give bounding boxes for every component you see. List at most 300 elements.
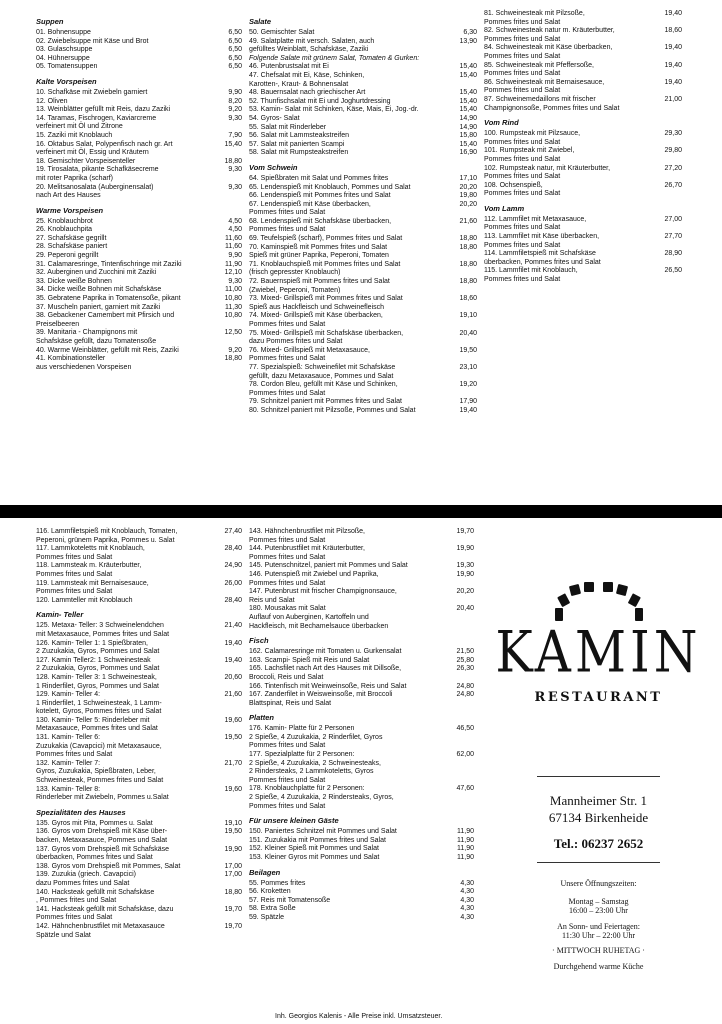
menu-item-name: 03. Gulaschsuppe — [36, 46, 93, 54]
menu-item-name: 166. Tintenfisch mit Weinweinsoße, Reis und Salat — [249, 682, 407, 690]
menu-item-price: 26,00 — [224, 579, 242, 587]
menu-item-price: 20,20 — [459, 200, 477, 208]
menu-item — [36, 863, 242, 872]
menu-item-name: 18. Gemischter Vorspeisenteller — [36, 157, 136, 165]
menu-item — [36, 29, 242, 38]
menu-item-price: 11,60 — [225, 234, 242, 242]
menu-item-price: 17,10 — [459, 174, 477, 182]
menu-item-name: 56. Salat mit Lammsteakstreifen — [249, 132, 349, 140]
menu-item — [249, 545, 474, 562]
menu-item-price: 9,30 — [228, 183, 242, 191]
menu-item-name: 139. Zuzukia (griech. Cavapcici) dazu Pommes frites und Salat — [36, 871, 136, 887]
menu-item-name: 13. Weinblätter gefüllt mit Reis, dazu Zaziki — [36, 106, 171, 114]
menu-item-price: 20,20 — [459, 183, 477, 191]
menu-item-price: 27,00 — [664, 215, 682, 223]
menu-item-price: 19,40 — [664, 78, 682, 86]
menu-item-name: 165. Lachsfilet nach Art des Hauses mit Dillsoße, Broccoli, Reis und Salat — [249, 665, 402, 681]
menu-item — [249, 828, 474, 837]
menu-item-name: 52. Thunfischsalat mit Ei und Joghurtdressing — [249, 97, 391, 105]
menu-item — [36, 132, 242, 141]
menu-item-price: 4,30 — [460, 896, 474, 904]
menu-item — [484, 147, 682, 164]
menu-item — [249, 124, 477, 133]
menu-item — [36, 846, 242, 863]
menu-item-name: 41. Kombinationsteller aus verschiedenen Vorspeisen — [36, 355, 132, 371]
menu-item-name: 39. Manitaria - Champignons mit Schafskäse gefüllt, dazu Tomatensoße — [36, 329, 157, 345]
menu-item-name: 26. Knoblauchpita — [36, 226, 93, 234]
menu-item — [36, 235, 242, 244]
menu-item-price: 18,80 — [224, 355, 242, 363]
menu-item-name: 55. Pommes frites — [249, 879, 306, 887]
menu-item-name: 54. Gyros- Salat — [249, 114, 300, 122]
menu-item-name: 101. Rumpsteak mit Zwiebel, Pommes frites und Salat — [484, 147, 575, 163]
menu-item-name: 68. Lendenspieß mit Schafskäse überbacken, Pommes frites und Salat — [249, 217, 392, 234]
menu-item-price: 20,40 — [459, 329, 477, 337]
menu-item — [249, 854, 474, 863]
menu-item — [249, 106, 477, 115]
menu-item — [36, 528, 242, 545]
menu-item-name: 112. Lammfilet mit Metaxasauce, Pommes frites und Salat — [484, 215, 587, 232]
menu-item-name: 114. Lammfiletspieß mit Schafskäse überbacken, Pommes frites und Salat — [484, 250, 601, 266]
address-street: Mannheimer Str. 1 — [549, 793, 648, 808]
menu-item-name: 151. Zuzukakia mit Pommes frites und Salat — [249, 836, 386, 844]
menu-item-name: 86. Schweinesteak mit Bernaisesauce, Pommes frites und Salat — [484, 78, 605, 95]
menu-item-name: 142. Hähnchenbrustfilet mit Metaxasauce Spätzle und Salat — [36, 922, 165, 939]
menu-item — [249, 132, 477, 141]
menu-item — [36, 63, 242, 72]
menu-item — [484, 62, 682, 79]
menu-item-name: 115. Lammfilet mit Knoblauch, Pommes frites und Salat — [484, 267, 578, 284]
menu-item — [249, 880, 474, 889]
menu-item — [249, 571, 474, 588]
menu-item — [36, 597, 242, 606]
hours-weekday-time: 16:00 – 23:00 Uhr — [569, 906, 628, 915]
menu-item — [249, 751, 474, 785]
menu-item-price: 8,20 — [228, 97, 242, 105]
menu-item — [36, 115, 242, 132]
menu-item-name: 144. Putenbrustfilet mit Kräuterbutter, Pommes frites und Salat — [249, 545, 365, 561]
menu-item — [36, 717, 242, 734]
menu-item-price: 18,80 — [459, 278, 477, 286]
menu-item-name: 147. Putenbrust mit frischer Champignonsauce, Reis und Salat — [249, 588, 397, 604]
menu-item-price: 6,30 — [463, 29, 477, 36]
menu-item-price: 19,70 — [456, 528, 474, 535]
menu-item-name: 87. Schweinemedaillons mit frischer Champignonsoße, Pommes frites und Salat — [484, 95, 620, 112]
menu-item-price: 19,40 — [224, 656, 242, 664]
menu-item-price: 21,00 — [664, 95, 682, 103]
menu-item-name: 75. Mixed- Grillspieß mit Schafskäse überbacken, dazu Pommes frites und Salat — [249, 329, 404, 346]
menu-item-price: 9,30 — [228, 277, 242, 285]
menu-item — [249, 312, 477, 329]
divider — [537, 862, 660, 863]
menu-item-name: 167. Zanderfilet in Weisweinsoße, mit Broccoli Blattspinat, Reis und Salat — [249, 691, 393, 707]
menu-item — [36, 786, 242, 803]
warm-kitchen: Durchgehend warme Küche — [553, 962, 644, 971]
menu-item — [249, 330, 477, 347]
menu-item — [249, 98, 477, 107]
menu-item-price: 19,10 — [459, 312, 477, 320]
menu-item-name: 129. Kamin- Teller 4: 1 Rinderfilet, 1 Schweinesteak, 1 Lamm- kotelett, Gyros, Pommes frites und Salat — [36, 691, 162, 716]
menu-item-name: 81. Schweinesteak mit Pilzsoße, Pommes frites und Salat — [484, 10, 585, 26]
menu-item-name: 69. Teufelspieß (scharf), Pommes frites und Salat — [249, 235, 403, 243]
section-heading: Platten — [249, 713, 275, 723]
menu-item-name: 133. Kamin- Teller 8: Rinderleber mit Zwiebeln, Pommes u.Salat — [36, 785, 169, 802]
menu-item-name: 162. Calamaresringe mit Tomaten u. Gurkensalat — [249, 648, 402, 656]
menu-item-price: 27,20 — [664, 164, 682, 172]
menu-item — [36, 166, 242, 183]
menu-item — [249, 235, 477, 244]
menu-item — [249, 63, 477, 72]
menu-item-name: 64. Spießbraten mit Salat und Pommes frites — [249, 174, 389, 182]
menu-item-price: 13,90 — [459, 37, 477, 45]
menu-item-name: 102. Rumpsteak natur, mit Kräuterbutter, Pommes frites und Salat — [484, 164, 611, 181]
menu-item-price: 47,60 — [456, 785, 474, 793]
menu-item-price: 19,30 — [456, 562, 474, 570]
menu-item-price: 16,90 — [459, 149, 477, 157]
menu-item — [249, 149, 477, 158]
menu-item — [36, 269, 242, 278]
menu-item-name: 138. Gyros vom Drehspieß mit Pommes, Salat — [36, 862, 181, 870]
menu-item-price: 4,30 — [460, 888, 474, 896]
menu-item-name: 49. Salatplatte mit versch. Salaten, auch gefülltes Weinblatt, Schafskäse, Zaziki — [249, 37, 375, 54]
menu-item-name: 04. Hühnersuppe — [36, 54, 90, 62]
menu-item-price: 21,60 — [224, 691, 242, 699]
menu-item-name: 67. Lendenspieß mit Käse überbacken, Pommes frites und Salat — [249, 200, 371, 217]
menu-item — [484, 250, 682, 267]
menu-item-price: 11,90 — [225, 260, 242, 268]
section-heading: Suppen — [36, 17, 64, 26]
menu-item — [36, 38, 242, 47]
menu-item-name: 137. Gyros vom Drehspieß mit Schafskäse überbacken, Pommes frites und Salat — [36, 845, 170, 862]
menu-item-price: 17,90 — [459, 398, 477, 406]
menu-item — [484, 27, 682, 44]
menu-item-price: 20,20 — [456, 588, 474, 596]
hours-weekdays: Montag – Samstag — [568, 897, 629, 906]
menu-item-name: 14. Taramas, Fischrogen, Kaviarcreme verfeinert mit Öl und Zitrone — [36, 114, 157, 131]
menu-item — [36, 347, 242, 356]
menu-item-name: 82. Schweinesteak natur m. Kräuterbutter, Pommes frites und Salat — [484, 27, 615, 43]
section-note: Folgende Salate mit grünem Salat, Tomaten & Gurken: — [249, 54, 420, 62]
menu-item-price: 10,80 — [224, 312, 242, 320]
menu-item-name: 05. Tomatensuppen — [36, 63, 98, 71]
menu-item — [249, 38, 477, 55]
menu-item-price: 20,40 — [456, 605, 474, 613]
menu-item-price: 19,40 — [664, 44, 682, 52]
menu-item — [249, 347, 477, 364]
menu-item — [249, 261, 477, 278]
address-city: 67134 Birkenheide — [548, 810, 649, 825]
menu-item — [36, 562, 242, 579]
menu-item-price: 4,30 — [460, 905, 474, 913]
menu-item-price: 4,50 — [228, 226, 242, 234]
menu-item-name: 19. Tirosalata, pikante Schafkäsecreme mit roter Paprika (scharf) — [36, 166, 159, 182]
menu-item — [249, 914, 474, 923]
menu-item-name: 120. Lammteller mit Knoblauch — [36, 596, 133, 604]
menu-item-price: 62,00 — [456, 751, 474, 759]
menu-item — [249, 218, 477, 235]
menu-item — [249, 648, 474, 657]
menu-item — [249, 364, 477, 381]
menu-item — [36, 252, 242, 261]
menu-item-name: 70. Kaminspieß mit Pommes frites und Salat Spieß mit grüner Paprika, Peperoni, Tomaten — [249, 243, 389, 260]
menu-item-price: 15,40 — [459, 89, 477, 97]
menu-item-name: 01. Bohnensuppe — [36, 29, 91, 36]
menu-item-price: 9,90 — [228, 252, 242, 260]
menu-item-name: 38. Gebackener Camembert mit Pfirsich und Preiselbeeren — [36, 312, 175, 328]
menu-item-name: 141. Hacksteak gefüllt mit Schafskäse, dazu Pommes frites und Salat — [36, 905, 174, 922]
menu-page-1 — [0, 0, 722, 505]
menu-item-price: 6,50 — [228, 29, 242, 36]
menu-item-name: 72. Bauernspieß mit Pommes frites und Salat (Zwiebel, Peperoni, Tomaten) — [249, 278, 390, 294]
menu-item — [36, 329, 242, 346]
menu-column-2 — [249, 12, 477, 416]
menu-item — [249, 398, 477, 407]
menu-item-price: 19,90 — [456, 570, 474, 578]
menu-item-price: 29,80 — [664, 147, 682, 155]
menu-item — [36, 580, 242, 597]
menu-item — [36, 278, 242, 287]
menu-item-name: 27. Schafskäse gegrillt — [36, 234, 107, 242]
menu-column-3 — [484, 10, 682, 285]
menu-item-name: 128. Kamin- Teller 3: 1 Schweinesteak, 1 Rinderfilet, Gyros, Pommes und Salat — [36, 673, 159, 690]
menu-item — [484, 267, 682, 284]
menu-item-price: 24,80 — [456, 691, 474, 699]
menu-item-name: 177. Spezialplatte für 2 Personen: 2 Spieße, 4 Zuzukakia, 2 Schweinesteaks, 2 Rindersteaks, 2 Lammkoteletts, Gyros Pommes frites und Salat — [249, 751, 381, 784]
menu-item-price: 15,80 — [459, 132, 477, 140]
menu-item-name: 145. Putenschnitzel, paniert mit Pommes und Salat — [249, 562, 408, 570]
menu-item-name: 34. Dicke weiße Bohnen mit Schafskäse — [36, 286, 162, 294]
menu-item — [484, 44, 682, 61]
menu-item — [249, 201, 477, 218]
menu-item-name: 53. Kamin- Salat mit Schinken, Käse, Mais, Ei, Jog.-dr. — [249, 106, 419, 114]
menu-item — [249, 407, 477, 416]
menu-item-name: 37. Muscheln paniert, garniert mit Zaziki — [36, 303, 161, 311]
menu-item-name: 176. Kamin- Platte für 2 Personen 2 Spieße, 4 Zuzukakia, 2 Rinderfilet, Gyros Pommes frites und Salat — [249, 725, 383, 750]
menu-item — [249, 888, 474, 897]
menu-item — [36, 184, 242, 201]
menu-item-name: 180. Mousakas mit Salat Auflauf von Auberginen, Kartoffeln und Hackfleisch, mit Bechamelsauce überbacken — [249, 605, 389, 630]
menu-item — [484, 182, 682, 199]
menu-item-name: 79. Schnitzel paniert mit Pommes frites und Salat — [249, 398, 402, 406]
menu-item-name: 100. Rumpsteak mit Pilzsauce, Pommes frites und Salat — [484, 130, 581, 146]
menu-item-price: 9,30 — [228, 166, 242, 174]
menu-item-name: 116. Lammfiletspieß mit Knoblauch, Tomaten, Peperoni, grünem Paprika, Pommes u. Salat — [36, 528, 178, 544]
menu-item-price: 12,50 — [224, 329, 242, 337]
menu-item — [36, 98, 242, 107]
menu-item — [249, 381, 477, 398]
menu-item-price: 19,90 — [224, 845, 242, 853]
menu-item-price: 17,00 — [224, 871, 242, 879]
menu-item-name: 31. Calamaresringe, Tintenfischringe mit Zaziki — [36, 260, 182, 268]
menu-item-name: 58. Extra Soße — [249, 905, 296, 913]
menu-item-name: 58. Salat mit Rumpsteakstreifen — [249, 149, 349, 157]
menu-item-name: 20. Melitsanosalata (Auberginensalat) nach Art des Hauses — [36, 183, 154, 200]
menu-item — [249, 905, 474, 914]
menu-item — [249, 72, 477, 89]
menu-item-price: 29,30 — [664, 130, 682, 138]
menu-item — [36, 923, 242, 940]
menu-item — [249, 141, 477, 150]
menu-item-name: 126. Kamin- Teller 1: 1 Spießbraten, 2 Zuzukakia, Gyros, Pommes und Salat — [36, 639, 160, 656]
section-heading: Vom Schwein — [249, 162, 298, 172]
menu-item-price: 15,40 — [459, 106, 477, 114]
menu-column-4 — [36, 528, 242, 940]
menu-item-name: 12. Oliven — [36, 97, 68, 105]
menu-item — [249, 837, 474, 846]
menu-item-price: 11,90 — [457, 836, 474, 844]
menu-item-price: 19,40 — [664, 61, 682, 69]
menu-item — [36, 106, 242, 115]
menu-item — [484, 10, 682, 27]
menu-item-name: 130. Kamin- Teller 5: Rinderleber mit Metaxasauce, Pommes frites und Salat — [36, 716, 158, 733]
menu-item-price: 14,90 — [459, 114, 477, 122]
menu-item-price: 27,70 — [664, 233, 682, 241]
menu-item — [36, 243, 242, 252]
menu-item-name: 33. Dicke weiße Bohnen — [36, 277, 112, 285]
menu-item — [249, 605, 474, 631]
menu-item-name: 48. Bauernsalat nach griechischer Art — [249, 89, 366, 97]
menu-item-name: 66. Lendenspieß mit Pommes frites und Salat — [249, 192, 391, 200]
menu-item-name: 84. Schweinesteak mit Käse überbacken, Pommes frites und Salat — [484, 44, 613, 60]
menu-item-price: 4,50 — [228, 217, 242, 225]
menu-column-5 — [249, 528, 474, 923]
menu-item — [36, 295, 242, 304]
menu-item-name: 47. Chefsalat mit Ei, Käse, Schinken, Karotten-, Kraut- & Bohnensalat — [249, 71, 365, 88]
menu-item-name: 46. Putenbrustsalat mit Ei — [249, 63, 329, 71]
menu-item-name: 150. Paniertes Schnitzel mit Pommes und Salat — [249, 828, 397, 836]
menu-item-name: 29. Peperoni gegrillt — [36, 252, 99, 260]
menu-item-price: 28,40 — [224, 545, 242, 553]
menu-item-name: 71. Knoblauchspieß mit Pommes frites und Salat (frisch gepresster Knoblauch) — [249, 260, 401, 277]
menu-item-name: 132. Kamin- Teller 7: Gyros, Zuzukakia, Spießbraten, Leber, Schweinesteak, Pommes frites und Salat — [36, 759, 164, 785]
menu-item — [249, 89, 477, 98]
menu-item — [36, 871, 242, 888]
menu-item-price: 11,30 — [225, 303, 242, 311]
menu-item-name: 59. Spätzle — [249, 913, 285, 921]
menu-item-name: 152. Kleiner Spieß mit Pommes und Salat — [249, 845, 379, 853]
menu-item — [484, 79, 682, 96]
menu-item — [249, 562, 474, 571]
menu-item-name: 117. Lammkoteletts mit Knoblauch, Pommes frites und Salat — [36, 545, 145, 561]
menu-item — [249, 278, 477, 295]
menu-item — [249, 192, 477, 201]
menu-item-price: 4,30 — [460, 879, 474, 887]
menu-item-name: 127. Kamin Teller2: 1 Schweinesteak 2 Zuzukakia, Gyros, Pommes und Salat — [36, 656, 160, 673]
section-heading: Für unsere kleinen Gäste — [249, 816, 339, 826]
section-heading: Spezialitäten des Hauses — [36, 807, 126, 817]
menu-item-price: 19,90 — [456, 545, 474, 553]
menu-item — [36, 46, 242, 55]
menu-item — [249, 665, 474, 682]
menu-item — [36, 622, 242, 639]
menu-item-price: 18,80 — [459, 243, 477, 251]
menu-item-name: 16. Oktabus Salat, Polypenfisch nach gr. Art verfeinert mit Öl, Essig und Kräutern — [36, 140, 173, 157]
section-heading: Kamin- Teller — [36, 610, 84, 620]
menu-item-price: 19,70 — [224, 905, 242, 913]
menu-item-price: 12,10 — [224, 269, 242, 277]
menu-item — [36, 691, 242, 717]
menu-item — [249, 184, 477, 193]
menu-item-price: 11,90 — [457, 845, 474, 853]
menu-item — [249, 528, 474, 545]
menu-item-price: 21,50 — [456, 648, 474, 656]
menu-item-name: 108. Ochsenspieß, Pommes frites und Salat — [484, 181, 561, 198]
menu-item — [484, 96, 682, 113]
menu-item-name: 178. Knoblauchplatte für 2 Personen: 2 Spieße, 4 Zuzukakia, 2 Rindersteaks, Gyros, Pommes frites und Salat — [249, 785, 394, 810]
menu-item — [484, 165, 682, 182]
menu-item-price: 6,50 — [228, 54, 242, 62]
menu-item-price: 7,90 — [228, 131, 242, 139]
menu-item-name: 119. Lammsteak mit Bernaisesauce, Pommes frites und Salat — [36, 579, 149, 596]
menu-item-price: 21,40 — [224, 622, 242, 630]
menu-item — [36, 889, 242, 906]
menu-item-price: 25,80 — [456, 656, 474, 664]
menu-item-price: 15,40 — [459, 140, 477, 148]
menu-item-name: 74. Mixed- Grillspieß mit Käse überbacken, Pommes frites und Salat — [249, 312, 383, 328]
menu-item-name: 153. Kleiner Gyros mit Pommes und Salat — [249, 854, 380, 861]
menu-item-name: 40. Warme Weinblätter, gefüllt mit Reis, Zaziki — [36, 346, 179, 354]
menu-item — [249, 845, 474, 854]
menu-item-price: 27,40 — [224, 528, 242, 535]
menu-item-price: 26,30 — [456, 665, 474, 673]
section-heading: Vom Lamm — [484, 203, 525, 213]
menu-item-name: 02. Zwiebelsuppe mit Käse und Brot — [36, 37, 149, 45]
menu-item — [36, 674, 242, 691]
menu-item-price: 17,00 — [224, 862, 242, 870]
menu-item-price: 15,40 — [224, 140, 242, 148]
menu-item — [249, 683, 474, 692]
menu-item — [36, 141, 242, 158]
menu-item-price: 19,50 — [459, 346, 477, 354]
menu-item — [484, 216, 682, 233]
menu-item-name: 146. Putenspieß mit Zwiebel und Paprika, Pommes frites und Salat — [249, 570, 379, 587]
menu-item-name: 143. Hähnchenbrustfilet mit Pilzsoße, Pommes frites und Salat — [249, 528, 365, 544]
menu-item-price: 6,50 — [228, 63, 242, 71]
section-heading: Kalte Vorspeisen — [36, 76, 97, 86]
hours-sundays: An Sonn- und Feiertagen: — [557, 922, 640, 931]
section-heading: Beilagen — [249, 867, 281, 877]
menu-item-name: 57. Salat mit panierten Scampi — [249, 140, 345, 148]
menu-item-price: 28,40 — [224, 596, 242, 604]
menu-item-price: 19,40 — [224, 639, 242, 647]
menu-column-1 — [36, 12, 242, 372]
menu-item-name: 113. Lammfilet mit Käse überbacken, Pommes frites und Salat — [484, 233, 600, 249]
restaurant-logo: KAMIN — [495, 618, 702, 686]
menu-item-name: 136. Gyros vom Drehspieß mit Käse über- backen, Metaxasauce, Pommes und Salat — [36, 828, 168, 844]
hours-title: Unsere Öffnungszeiten: — [560, 879, 637, 888]
rest-day: · MITTWOCH RUHETAG · — [552, 946, 645, 955]
menu-item — [36, 304, 242, 313]
menu-item-price: 23,10 — [459, 363, 477, 371]
menu-item-price: 11,60 — [225, 243, 242, 251]
menu-item-name: 78. Cordon Bleu, gefüllt mit Käse und Schinken, Pommes frites und Salat — [249, 381, 398, 397]
menu-item — [249, 588, 474, 605]
menu-item-price: 18,80 — [459, 235, 477, 243]
menu-item-name: 57. Reis mit Tomatensoße — [249, 896, 331, 904]
menu-item-price: 26,70 — [664, 181, 682, 189]
menu-item — [36, 545, 242, 562]
menu-item — [484, 130, 682, 147]
menu-item-price: 11,90 — [457, 854, 474, 861]
menu-item — [36, 312, 242, 329]
menu-item-name: 32. Auberginen und Zucchini mit Zaziki — [36, 269, 157, 277]
menu-item — [249, 785, 474, 811]
menu-item — [249, 29, 477, 38]
menu-item-name: 56. Kroketten — [249, 888, 291, 896]
menu-item-price: 19,10 — [224, 819, 242, 827]
menu-item-price: 10,80 — [224, 295, 242, 303]
menu-item-price: 19,60 — [224, 716, 242, 724]
